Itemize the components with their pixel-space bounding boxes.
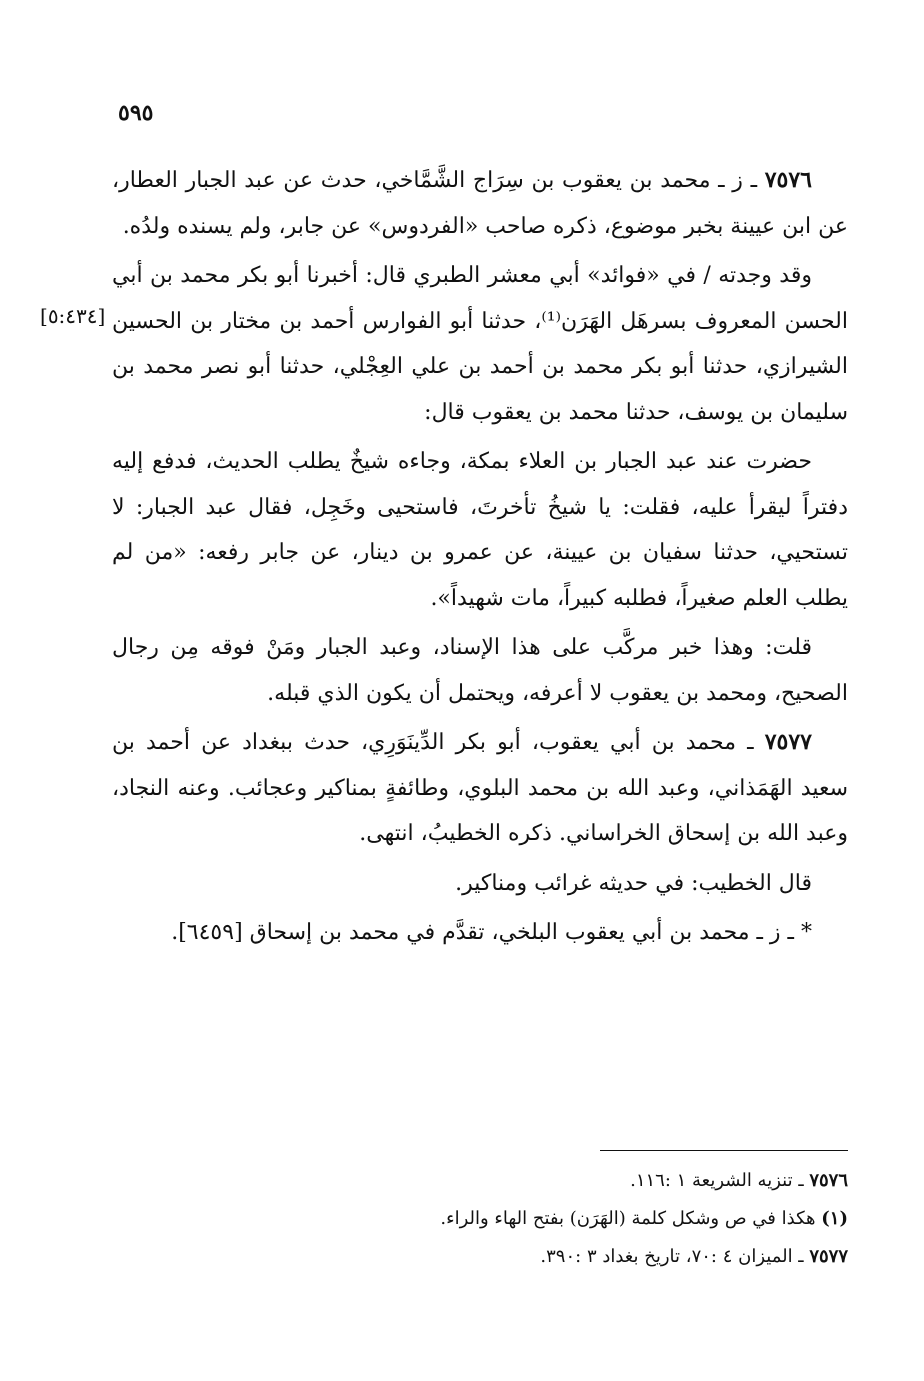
footnote-number: (١) [821, 1208, 848, 1229]
margin-reference: [٥:٤٣٤] [40, 304, 106, 328]
entry-text: ـ ز ـ محمد بن يعقوب بن سِرَاج الشَّمَّاخي، حدث عن عبد الجبار العطار، عن ابن عيينة بخبر موضوع، ذكره صاحب «الفردوس» عن جابر، ولم يسنده ولدُه. [112, 168, 848, 239]
main-text [112, 158, 848, 960]
footnote [112, 1162, 848, 1200]
paragraph: حضرت عند عبد الجبار بن العلاء بمكة، وجاءه شيخٌ يطلب الحديث، فدفع إليه دفتراً ليقرأ عليه، فقلت: يا شيخُ تأخرتَ، فاستحيى وخَجِل، فقال عبد الجبار: لا تستحيي، حدثنا سفيان بن عيينة، عن عمرو بن دينار، عن جابر رفعه: «من لم يطلب العلم صغيراً، فطلبه كبيراً، مات شهيداً». [112, 449, 848, 611]
entry-7577 [112, 720, 848, 857]
footnote-text: هكذا في ص وشكل كلمة (الهَرَن) بفتح الهاء والراء. [440, 1208, 816, 1229]
footnote-text: ـ تنزيه الشريعة ١ :١١٦. [630, 1170, 804, 1191]
paragraph: قلت: وهذا خبر مركَّب على هذا الإسناد، وعبد الجبار ومَنْ فوقه مِن رجال الصحيح، ومحمد بن يعقوب لا أعرفه، ويحتمل أن يكون الذي قبله. [112, 635, 848, 706]
footnote [112, 1200, 848, 1238]
star-entry: * ـ ز ـ محمد بن أبي يعقوب البلخي، تقدَّم في محمد بن إسحاق [٦٤٥٩]. [171, 920, 812, 945]
footnotes [112, 1162, 848, 1276]
entry-7576 [112, 158, 848, 249]
paragraph: وقد وجدته / في «فوائد» أبي معشر الطبري قال: أخبرنا أبو بكر محمد بن أبي الحسن المعروف بسرهَل الهَرَن⁽¹⁾، حدثنا أبو الفوارس أحمد بن مختار بن الحسين الشيرازي، حدثنا أبو بكر محمد بن أحمد بن علي العِجْلي، حدثنا أبو نصر محمد بن سليمان بن يوسف، حدثنا محمد بن يعقوب قال: [112, 263, 849, 425]
entry-number: ٧٥٧٧ [764, 729, 812, 755]
entry-number: ٧٥٧٦ [764, 167, 812, 193]
footnote-number: ٧٥٧٧ [809, 1246, 848, 1267]
khatib-line: قال الخطيب: في حديثه غرائب ومناكير. [455, 870, 812, 896]
footnote [112, 1238, 848, 1276]
footnote-text: ـ الميزان ٤ :٧٠، تاريخ بغداد ٣ :٣٩٠. [540, 1246, 804, 1267]
footnote-divider [600, 1150, 848, 1151]
entry-text: ـ محمد بن أبي يعقوب، أبو بكر الدِّينَوَرِي، حدث ببغداد عن أحمد بن سعيد الهَمَذاني، وعبد الله بن محمد البلوي، وطائفةٍ بمناكير وعجائب. وعنه النجاد، وعبد الله بن إسحاق الخراساني. ذكره الخطيبُ، انتهى. [112, 730, 848, 846]
page-number: ٥٩٥ [118, 100, 154, 126]
footnote-number: ٧٥٧٦ [809, 1170, 848, 1191]
